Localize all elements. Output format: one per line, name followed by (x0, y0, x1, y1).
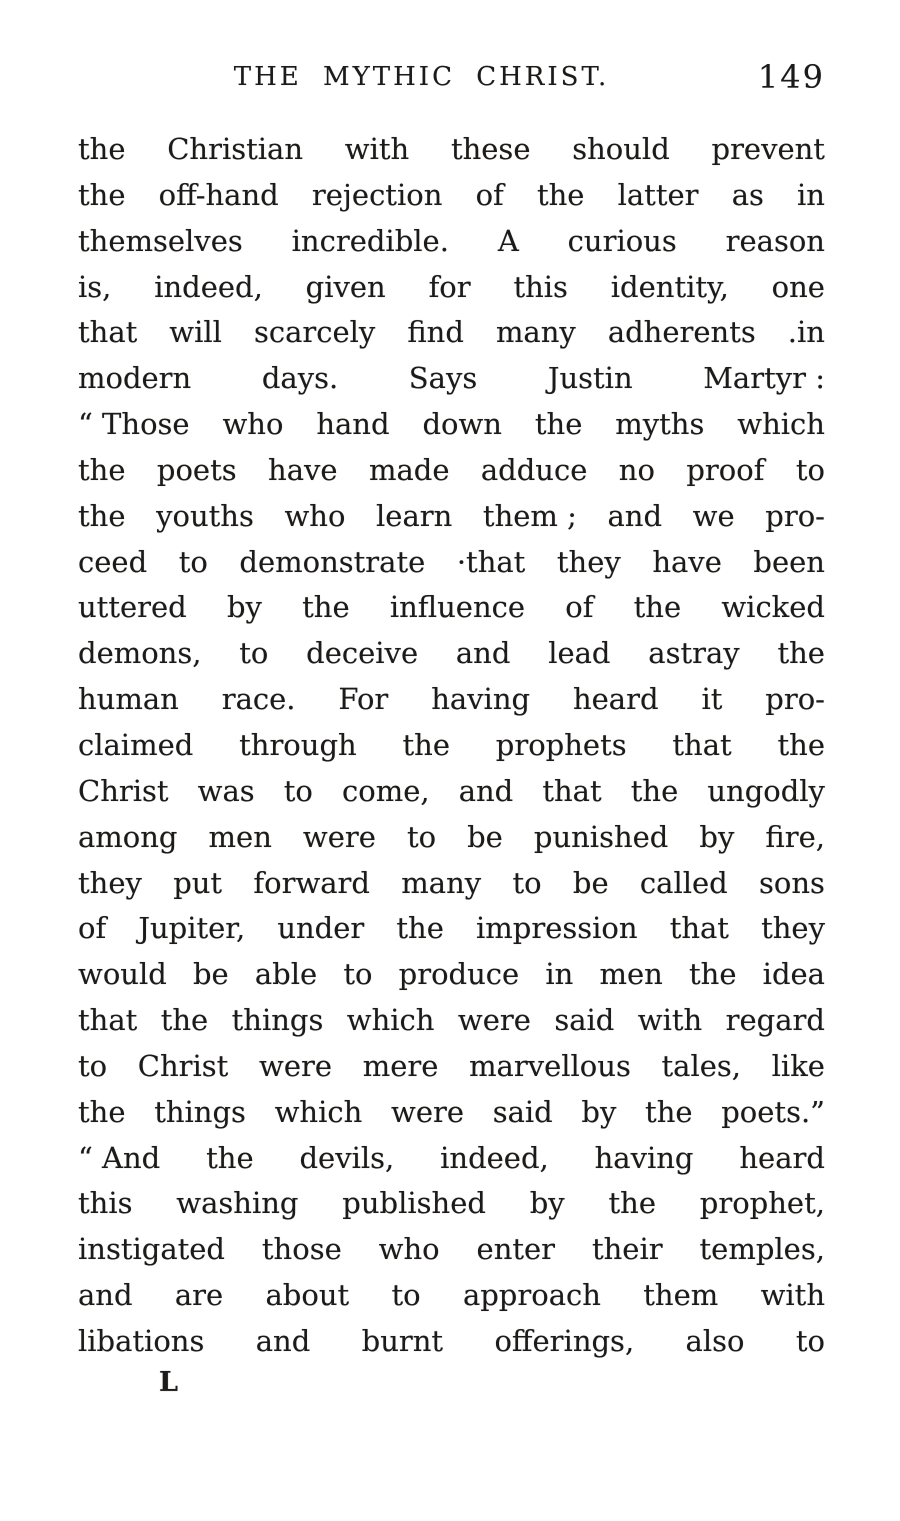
word: curious (567, 223, 677, 258)
word: would (78, 957, 167, 992)
word: to (795, 452, 825, 487)
word: reason (725, 223, 825, 258)
body-text (78, 127, 825, 1365)
word: Christ (137, 1048, 229, 1083)
word: in (797, 177, 825, 212)
word: wicked (721, 590, 825, 625)
word: poets.” (721, 1094, 825, 1129)
text-line (78, 448, 825, 494)
word: the (689, 957, 737, 992)
word: the (630, 773, 679, 808)
word: be (192, 957, 229, 992)
word: things (154, 1094, 246, 1129)
word: produce (398, 957, 520, 992)
word: temples, (699, 1232, 825, 1267)
word: offerings, (494, 1323, 635, 1358)
word: by (699, 819, 735, 854)
word: the (78, 132, 126, 166)
text-line (78, 723, 825, 769)
word: burnt (361, 1323, 444, 1358)
word: by (226, 590, 262, 625)
word: sons (759, 865, 825, 900)
text-line (78, 952, 825, 998)
word: be (467, 819, 503, 854)
word: having (594, 1140, 694, 1175)
word: astray (648, 636, 740, 671)
word: rejection (311, 177, 443, 212)
word: demonstrate (239, 544, 426, 579)
text-line (78, 998, 825, 1044)
word: this (78, 1186, 133, 1221)
word: proof (686, 452, 765, 487)
word: to (239, 636, 269, 671)
word: to (78, 1048, 108, 1083)
word: they (556, 544, 621, 579)
word: the (78, 1094, 126, 1129)
word: modern (78, 361, 192, 396)
word: that (672, 727, 732, 762)
word: which (274, 1094, 363, 1129)
word: washing (176, 1186, 299, 1221)
word: pro- (765, 682, 825, 717)
word: this (513, 269, 568, 304)
word: off-hand (158, 177, 279, 212)
word: identity, (610, 269, 729, 304)
word: the (302, 590, 350, 625)
word: indeed, (154, 269, 263, 304)
text-line (78, 861, 825, 907)
word: of (475, 177, 504, 212)
word: about (265, 1278, 350, 1313)
word: ·that (456, 544, 526, 579)
word: demons, (78, 636, 202, 671)
word: been (753, 544, 825, 579)
word: latter (617, 177, 699, 212)
word: one (771, 269, 825, 304)
word: many (495, 315, 576, 350)
word: have (652, 544, 722, 579)
word: approach (462, 1278, 601, 1313)
text-line (78, 219, 825, 265)
word: prophets (495, 727, 627, 762)
word: men (208, 819, 272, 854)
word: “ Those (78, 407, 190, 442)
word: are (174, 1278, 224, 1313)
word: to (178, 544, 208, 579)
word: Jupiter, (138, 911, 246, 946)
word: to (283, 773, 313, 808)
word: indeed, (440, 1140, 549, 1175)
word: myths (615, 407, 705, 442)
word: youths (156, 498, 254, 533)
word: For (338, 682, 389, 717)
word: adherents (607, 315, 756, 350)
word: through (239, 727, 357, 762)
word: that (542, 773, 602, 808)
word: Says (408, 361, 478, 396)
page-header (78, 56, 825, 98)
word: given (305, 269, 386, 304)
word: they (761, 911, 825, 946)
word: pro- (765, 498, 825, 533)
word: said (554, 1003, 615, 1038)
word: like (771, 1048, 825, 1083)
word: by (581, 1094, 617, 1129)
word: were (259, 1048, 333, 1083)
signature-mark: L (159, 1367, 178, 1398)
word: the (402, 727, 450, 762)
word: the (633, 590, 682, 625)
word: the (645, 1094, 693, 1129)
word: hand (316, 407, 390, 442)
word: ungodly (707, 773, 825, 808)
word: to (343, 957, 373, 992)
word: influence (389, 590, 526, 625)
word: their (591, 1232, 663, 1267)
word: themselves (78, 223, 243, 258)
text-line (78, 631, 825, 677)
word: having (431, 682, 531, 717)
word: called (639, 865, 728, 900)
text-line (78, 540, 825, 586)
word: the (78, 452, 126, 487)
text-line (78, 1273, 825, 1319)
word: under (277, 911, 365, 946)
word: heard (739, 1140, 825, 1175)
word: published (342, 1186, 486, 1221)
word: of (565, 590, 594, 625)
word: race. (221, 682, 296, 717)
word: A (497, 223, 519, 258)
word: were (457, 1003, 531, 1038)
word: with (344, 132, 410, 166)
word: many (401, 865, 482, 900)
word: devils, (299, 1140, 395, 1175)
word: the (206, 1140, 254, 1175)
word: ceed (78, 544, 148, 579)
word: Christian (167, 132, 304, 166)
word: also (685, 1323, 745, 1358)
word: “ And (78, 1140, 161, 1175)
word: which (737, 407, 825, 442)
text-line (78, 769, 825, 815)
word: who (222, 407, 284, 442)
text-line (78, 356, 825, 402)
word: these (450, 132, 531, 166)
word: is, (78, 269, 112, 304)
word: put (173, 865, 223, 900)
word: by (529, 1186, 565, 1221)
word: marvellous (469, 1048, 631, 1083)
text-line (78, 127, 825, 173)
word: they (78, 865, 142, 900)
word: made (368, 452, 450, 487)
word: to (406, 819, 437, 854)
word: Christ (78, 773, 169, 808)
word: them ; (482, 498, 577, 533)
word: scarcely (253, 315, 376, 350)
word: Justin (547, 361, 633, 396)
word: the (777, 636, 825, 671)
word: the (396, 911, 444, 946)
word: have (268, 452, 338, 487)
text-line (78, 402, 825, 448)
word: regard (725, 1003, 825, 1038)
text-line (78, 815, 825, 861)
word: tales, (661, 1048, 741, 1083)
word: who (378, 1232, 440, 1267)
word: lead (548, 636, 611, 671)
word: mere (362, 1048, 439, 1083)
word: libations (78, 1323, 205, 1358)
word: human (78, 682, 179, 717)
word: those (261, 1232, 342, 1267)
word: uttered (78, 590, 187, 625)
text-line (78, 1181, 825, 1227)
word: to (795, 1323, 825, 1358)
text-line (78, 677, 825, 723)
word: the (78, 498, 126, 533)
word: able (254, 957, 318, 992)
word: idea (762, 957, 825, 992)
word: come, (342, 773, 430, 808)
text-line (78, 265, 825, 311)
word: will (169, 315, 222, 350)
word: and (455, 636, 511, 671)
word: and (607, 498, 663, 533)
word: said (492, 1094, 553, 1129)
word: them (643, 1278, 719, 1313)
word: the (536, 177, 585, 212)
word: should (572, 132, 670, 166)
word: fire, (765, 819, 825, 854)
word: impression (476, 911, 638, 946)
word: we (692, 498, 735, 533)
word: and (78, 1278, 133, 1313)
word: poets (156, 452, 237, 487)
word: deceive (306, 636, 419, 671)
word: were (391, 1094, 465, 1129)
word: it (701, 682, 723, 717)
word: that (669, 911, 729, 946)
text-line (78, 1044, 825, 1090)
text-line (78, 310, 825, 356)
word: was (197, 773, 255, 808)
word: forward (253, 865, 370, 900)
word: the (534, 407, 583, 442)
word: that (78, 315, 138, 350)
word: instigated (78, 1232, 225, 1267)
word: adduce (480, 452, 588, 487)
word: with (760, 1278, 825, 1313)
word: incredible. (291, 223, 449, 258)
word: to (391, 1278, 421, 1313)
word: the (160, 1003, 209, 1038)
word: who (284, 498, 346, 533)
text-line (78, 173, 825, 219)
page-number: 149 (757, 58, 825, 96)
word: which (346, 1003, 435, 1038)
word: down (422, 407, 502, 442)
word: days. (261, 361, 339, 396)
word: to (512, 865, 542, 900)
word: punished (533, 819, 669, 854)
text-line (78, 1090, 825, 1136)
word: for (428, 269, 471, 304)
running-title: THE MYTHIC CHRIST. (233, 62, 610, 92)
word: as (731, 177, 764, 212)
word: that (78, 1003, 138, 1038)
word: were (302, 819, 376, 854)
word: and (255, 1323, 311, 1358)
word: with (637, 1003, 703, 1038)
word: .in (787, 315, 825, 350)
text-line (78, 1319, 825, 1365)
word: the (777, 727, 825, 762)
word: of (78, 911, 107, 946)
text-line (78, 494, 825, 540)
word: the (78, 177, 126, 212)
word: prevent (711, 132, 825, 166)
word: in (545, 957, 574, 992)
text-line (78, 906, 825, 952)
word: Martyr : (703, 361, 825, 396)
word: prophet, (699, 1186, 825, 1221)
word: learn (376, 498, 453, 533)
word: enter (476, 1232, 556, 1267)
word: things (231, 1003, 324, 1038)
text-line (78, 1227, 825, 1273)
word: men (599, 957, 663, 992)
word: find (407, 315, 464, 350)
word: claimed (78, 727, 194, 762)
word: no (618, 452, 655, 487)
word: and (458, 773, 514, 808)
word: be (572, 865, 609, 900)
word: heard (572, 682, 659, 717)
word: the (608, 1186, 656, 1221)
word: among (78, 819, 178, 854)
text-line (78, 585, 825, 631)
text-line (78, 1136, 825, 1182)
